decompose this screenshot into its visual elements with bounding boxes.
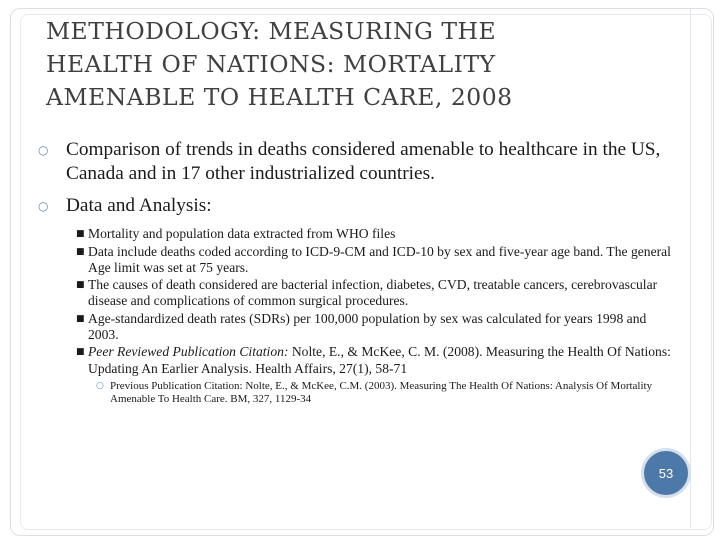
sub-bullet-sdr: [76, 311, 674, 344]
sub-bullet-who-files: [76, 226, 674, 243]
sub-bullet-icd-codes: [76, 244, 674, 277]
bullet-marker-icon: ○: [38, 199, 49, 213]
previous-citation-text: Previous Publication Citation: Nolte, E., & McKee, C.M. (2003). Measuring The Health Of Nations: Analysis Of Mortality Amenable To Health Care. BM, 327, 1129-34: [110, 379, 653, 405]
previous-citation-marker-icon: ○: [96, 380, 104, 391]
bullet-list: [34, 138, 674, 406]
sub-bullet-text: The causes of death considered are bacterial infection, diabetes, CVD, treatable cancers, cerebrovascular disease and complications of common surgical procedures.: [88, 277, 658, 309]
sub-bullet-marker-icon: ■: [76, 313, 85, 324]
previous-citation: [96, 380, 674, 406]
sub-bullet-marker-icon: ■: [76, 347, 85, 358]
citation-body: Nolte, E., & McKee, C. M. (2008). Measuring the Health Of Nations: Updating An Earlier Analysis. Health Affairs, 27(1), 58-71: [88, 344, 671, 376]
citation-label: Peer Reviewed Publication Citation:: [88, 344, 289, 360]
sub-bullet-list: [76, 226, 674, 406]
sub-bullet-marker-icon: ■: [76, 280, 85, 291]
bullet-data-analysis: [34, 194, 674, 218]
sub-bullet-marker-icon: ■: [76, 246, 85, 257]
bullet-comparison-text: Comparison of trends in deaths considered amenable to healthcare in the US, Canada and in 17 other industrialized countries.: [66, 139, 661, 184]
page-number-badge: [641, 448, 691, 498]
sub-bullet-text: Age-standardized death rates (SDRs) per 100,000 population by sex was calculated for years 1998 and 2003.: [88, 310, 647, 342]
sub-bullet-marker-icon: ■: [76, 229, 85, 239]
bullet-comparison: [34, 138, 674, 186]
bullet-marker-icon: ○: [38, 143, 49, 157]
sub-bullet-causes: [76, 277, 674, 310]
sub-bullet-text: Data include deaths coded according to ICD-9-CM and ICD-10 by sex and five-year age band. The general Age limit was set at 75 years.: [88, 243, 671, 275]
title-line-1: METHODOLOGY: MEASURING THE: [46, 17, 497, 45]
bullet-data-analysis-text: Data and Analysis:: [66, 195, 212, 216]
title-line-2: HEALTH OF NATIONS: MORTALITY: [46, 50, 496, 78]
sub-bullet-text: Mortality and population data extracted from WHO files: [88, 226, 396, 241]
page-number: 53: [658, 465, 674, 481]
citation-text: [88, 344, 674, 377]
sub-bullet-citation: [76, 344, 674, 377]
slide-side-rule: [690, 8, 691, 528]
slide-title: [46, 15, 666, 114]
title-line-3: AMENABLE TO HEALTH CARE, 2008: [46, 83, 513, 111]
